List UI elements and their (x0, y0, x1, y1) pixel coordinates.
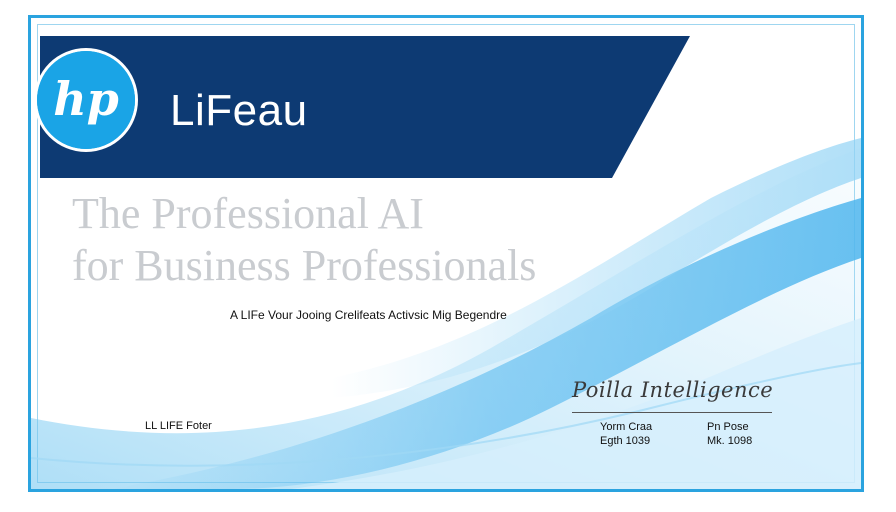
signature-line (572, 412, 772, 413)
signer-date: Egth 1039 (600, 435, 651, 447)
headline-line-1: The Professional AI (72, 189, 424, 238)
header-banner (40, 36, 690, 178)
certificate-headline (72, 188, 632, 292)
signer-name: Yorm Craa (600, 421, 653, 433)
svg-text:hp: hp (53, 72, 119, 126)
hp-logo (37, 51, 135, 149)
signer-block-left (600, 420, 652, 448)
brand-name: LiFeau (170, 86, 308, 135)
hp-logo-icon (37, 51, 135, 149)
signer-name: Pn Pose (707, 421, 749, 433)
certificate-subtitle: A LIFe Vour Jooing Crelifeats Activsic Mig Begendre (230, 308, 507, 322)
footer-label: LL LIFE Foter (145, 420, 212, 432)
signer-date: Mk. 1098 (707, 435, 753, 447)
signer-block-right (707, 420, 752, 448)
signature: Poilla Intelligence (572, 378, 774, 402)
headline-line-2: for Business Professionals (72, 241, 537, 290)
